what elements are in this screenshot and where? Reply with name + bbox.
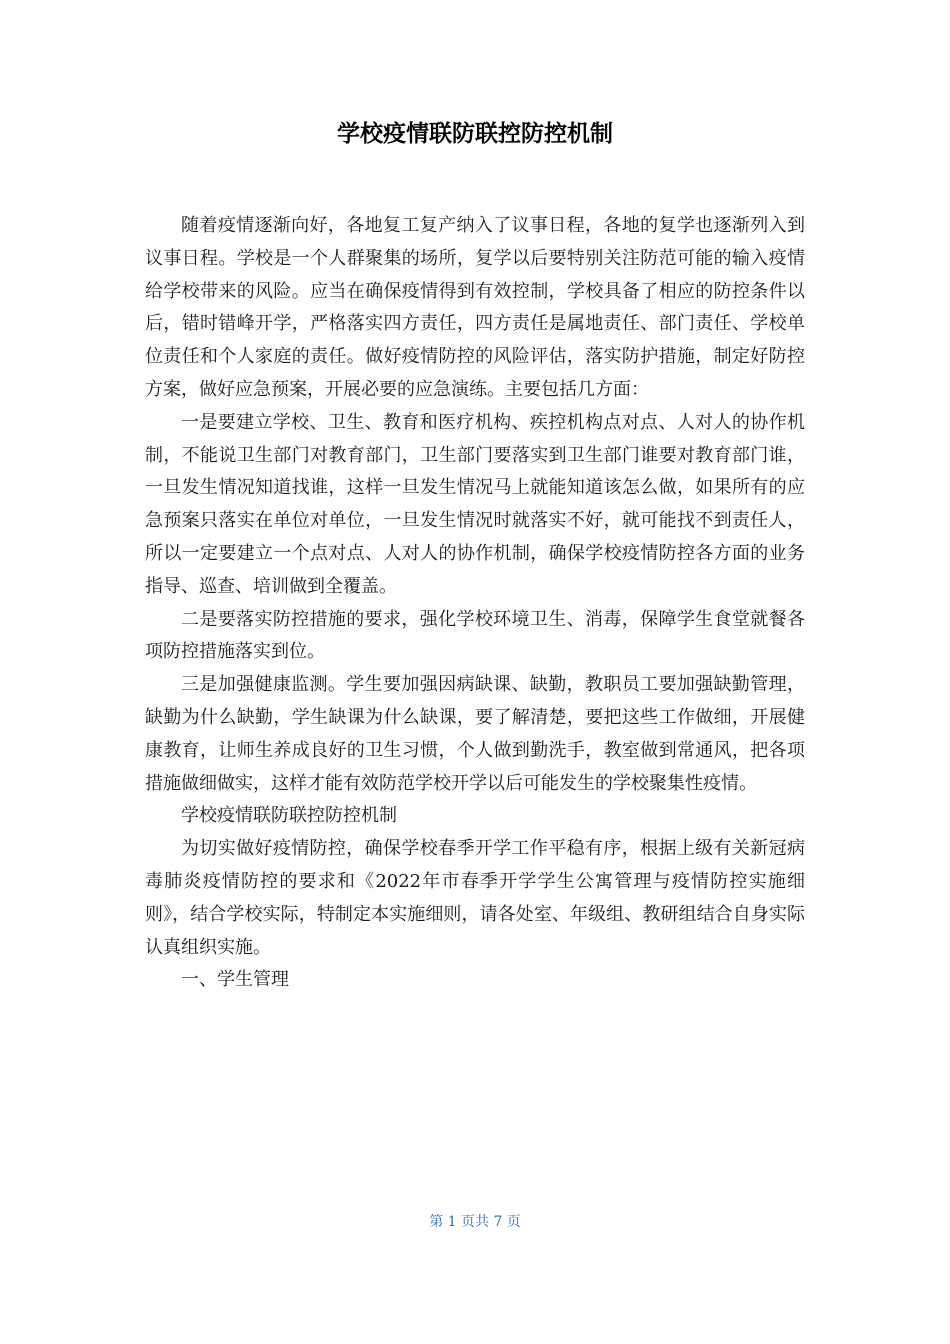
paragraph-point-three: 三是加强健康监测。学生要加强因病缺课、缺勤，教职员工要加强缺勤管理，缺勤为什么缺勤，学生缺课为什么缺课，要了解清楚，要把这些工作做细，开展健康教育，让师生养成良好的卫生习惯，个人做到勤洗手，教室做到常通风，把各项措施做细做实，这样才能有效防范学校开学以后可能发生的学校聚集性疫情。 (145, 674, 805, 794)
paragraph-point-two: 二是要落实防控措施的要求，强化学校环境卫生、消毒，保障学生食堂就餐各项防控措施落实到位。 (145, 608, 805, 663)
paragraph-point-one: 一是要建立学校、卫生、教育和医疗机构、疾控机构点对点、人对人的协作机制，不能说卫生部门对教育部门，卫生部门要落实到卫生部门谁要对教育部门谁，一旦发生情况知道找谁，这样一旦发生情况马上就能知道该怎么做，如果所有的应急预案只落实在单位对单位，一旦发生情况时就落实不好，就可能找不到责任人，所以一定要建立一个点对点、人对人的协作机制，确保学校疫情防控各方面的业务指导、巡查、培训做到全覆盖。 (145, 411, 805, 597)
section-heading: 学校疫情联防联控防控机制 (181, 805, 397, 827)
paragraph-intro: 随着疫情逐渐向好，各地复工复产纳入了议事日程，各地的复学也逐渐列入到议事日程。学校是一个人群聚集的场所，复学以后要特别关注防范可能的输入疫情给学校带来的风险。应当在确保疫情得到有效控制，学校具备了相应的防控条件以后，错时错峰开学，严格落实四方责任，四方责任是属地责任、部门责任、学校单位责任和个人家庭的责任。做好疫情防控的风险评估，落实防护措施，制定好防控方案，做好应急预案，开展必要的应急演练。主要包括几方面： (145, 215, 805, 400)
subsection-heading: 一、学生管理 (181, 969, 289, 991)
page-number-footer: 第 1 页共 7 页 (429, 1214, 521, 1230)
document-title: 学校疫情联防联控防控机制 (337, 121, 613, 147)
paragraph-implementation: 为切实做好疫情防控，确保学校春季开学工作平稳有序，根据上级有关新冠病毒肺炎疫情防控的要求和《2022年市春季开学学生公寓管理与疫情防控实施细则》，结合学校实际，特制定本实施细则，请各处室、年级组、教研组结合自身实际认真组织实施。 (145, 838, 805, 958)
document-body (145, 210, 805, 997)
